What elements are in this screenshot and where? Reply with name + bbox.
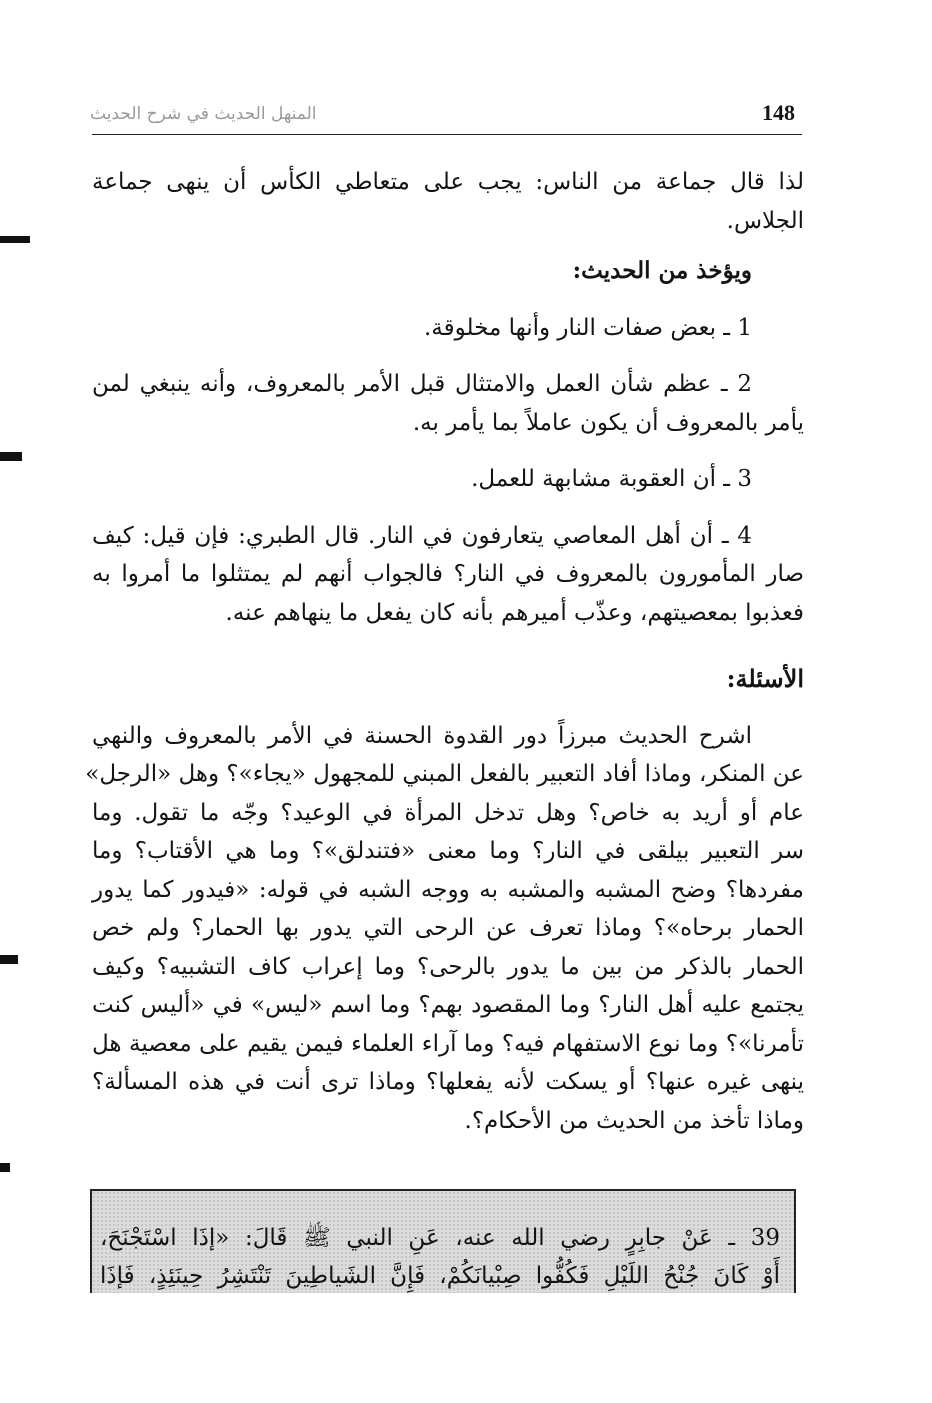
header-rule bbox=[92, 134, 802, 135]
text-line: عام أو أريد به خاص؟ وهل تدخل المرأة في الوعيد؟ وجّه ما تقول. وما bbox=[92, 799, 804, 826]
lesson-4 bbox=[92, 517, 804, 633]
text-line: اشرح الحديث مبرزاً دور القدوة الحسنة في الأمر بالمعروف والنهي bbox=[92, 722, 752, 749]
text-line: وماذا تأخذ من الحديث من الأحكام؟. bbox=[464, 1107, 804, 1134]
scan-margin-mark bbox=[0, 236, 30, 243]
lesson-1: 1 ـ بعض صفات النار وأنها مخلوقة. bbox=[423, 314, 752, 341]
hadith-text bbox=[100, 1219, 780, 1293]
text-line: يجتمع عليه أهل النار؟ وما المقصود بهم؟ وما اسم «ليس» في «أليس كنت bbox=[92, 992, 804, 1018]
page-number: 148 bbox=[762, 100, 795, 125]
text-line: ينهى غيره عنها؟ أو يسكت لأنه يفعلها؟ وماذا ترى أنت في هذه المسألة؟ bbox=[92, 1069, 804, 1095]
scan-margin-mark bbox=[0, 452, 22, 461]
questions-title: الأسئلة: bbox=[726, 664, 804, 693]
hadith-line: أَوْ كَانَ جُنْحُ اللَيْلِ فَكُفُّوا صِبْيانَكُمْ، فَإِنَّ الشَياطِينَ تَنْتَشِرُ حِينَئِذٍ، فَإذَا bbox=[100, 1263, 780, 1289]
lesson-2 bbox=[92, 365, 804, 442]
text-line: فعذبوا بمعصيتهم، وعذّب أميرهم بأنه كان يفعل ما ينهاهم عنه. bbox=[225, 599, 804, 626]
text-line: 2 ـ عظم شأن العمل والامتثال قبل الأمر بالمعروف، وأنه ينبغي لمن bbox=[92, 371, 752, 397]
text-line: صار المأمورون بالمعروف في النار؟ فالجواب أنهم لم يمتثلوا ما أمروا به bbox=[92, 561, 804, 587]
scan-margin-mark bbox=[0, 1163, 10, 1172]
lesson-3: 3 ـ أن العقوبة مشابهة للعمل. bbox=[471, 466, 752, 492]
text-line: عن المنكر، وماذا أفاد التعبير بالفعل المبني للمجهول «يجاء»؟ وهل «الرجل» bbox=[85, 761, 804, 787]
intro-paragraph bbox=[92, 163, 804, 240]
text-line: الحمار بالذكر من بين ما يدور بالرحى؟ وما إعراب كاف التشبيه؟ وكيف bbox=[92, 953, 804, 980]
text-line: 4 ـ أن أهل المعاصي يتعارفون في النار. قال الطبري: فإن قيل: كيف bbox=[92, 522, 752, 549]
hadith-line: 39 ـ عَنْ جابِرٍ رضي الله عنه، عَنِ النبي ﷺ قَالَ: «إذَا اسْتَجْنَحَ، bbox=[100, 1225, 780, 1251]
hadith-box bbox=[90, 1189, 796, 1293]
running-title: المنهل الحديث في شرح الحديث bbox=[90, 104, 317, 124]
text-line: مفردها؟ وضح المشبه والمشبه به ووجه الشبه في قوله: «فيدور كما يدور bbox=[92, 876, 804, 903]
text-line: الجلاس. bbox=[726, 207, 804, 234]
text-line: يأمر بالمعروف أن يكون عاملاً بما يأمر به. bbox=[412, 409, 804, 436]
text-line: لذا قال جماعة من الناس: يجب على متعاطي الكأس أن ينهى جماعة bbox=[92, 169, 804, 195]
scan-margin-mark bbox=[0, 955, 18, 964]
text-line: تأمرنا»؟ وما نوع الاستفهام فيه؟ وما آراء العلماء فيمن يقيم على معصية هل bbox=[92, 1030, 804, 1057]
questions-paragraph bbox=[85, 717, 804, 1141]
text-line: سر التعبير بيلقى في النار؟ وما معنى «فتندلق»؟ وما هي الأقتاب؟ وما bbox=[92, 838, 804, 864]
text-line: الحمار برحاه»؟ وماذا تعرف عن الرحى التي يدور بها الحمار؟ ولم خص bbox=[92, 915, 804, 941]
lessons-heading: ويؤخذ من الحديث: bbox=[572, 257, 752, 284]
page-body bbox=[85, 163, 804, 1140]
